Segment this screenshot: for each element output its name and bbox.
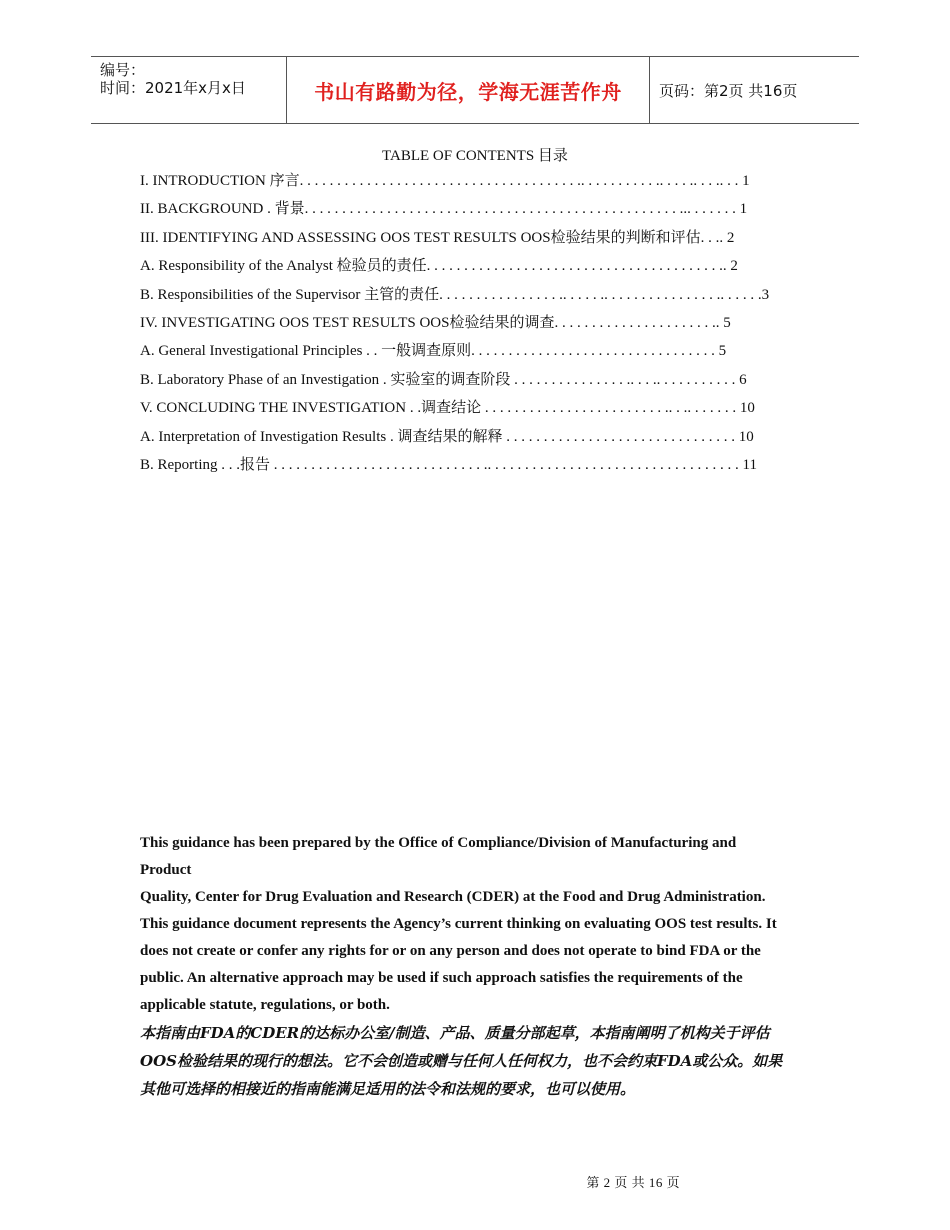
document-time-label: 时间：2021年x月x日 (100, 79, 246, 97)
table-of-contents (140, 170, 820, 482)
page-footer (0, 1156, 950, 1191)
toc-entry[interactable]: A. Interpretation of Investigation Results . 调查结果的解释 . . . . . . . . . . . . . . . . . . . . . . . . . . . . . . . 10 (140, 428, 754, 445)
footer-page-number: 第 2 页 共 16 页 (586, 1175, 681, 1190)
document-number-label: 编号： (100, 61, 146, 79)
toc-entry[interactable]: A. Responsibility of the Analyst 检验员的责任. . . . . . . . . . . . . . . . . . . . . . . . . . . . . . . . . . . . . . . .. 2 (140, 258, 738, 275)
guidance-chinese-line: OOS检验结果的现行的想法。它不会创造或赠与任何人任何权力，也不会约束FDA或公众。如果 (140, 1052, 783, 1070)
header-motto-cell (287, 57, 650, 123)
guidance-chinese-line: 本指南由FDA的CDER的达标办公室/制造、产品、质量分部起草，本指南阐明了机构关于评估 (140, 1024, 770, 1042)
guidance-english-line: public. An alternative approach may be used if such approach satisfies the requirements of the (140, 970, 743, 986)
guidance-english-line: applicable statute, regulations, or both. (140, 997, 390, 1013)
guidance-english-line: does not create or confer any rights for or on any person and does not operate to bind FDA or the (140, 943, 761, 959)
toc-title: TABLE OF CONTENTS 目录 (382, 148, 568, 164)
guidance-english-line: This guidance document represents the Agency’s current thinking on evaluating OOS test results. It (140, 916, 777, 932)
page-header (91, 56, 859, 124)
toc-entry[interactable]: II. BACKGROUND . 背景. . . . . . . . . . . . . . . . . . . . . . . . . . . . . . . . . . . . . . . . . . . . . . . . . . ... . . . . . . 1 (140, 201, 748, 218)
header-page-code: 页码：第2页 共16页 (659, 81, 798, 100)
toc-entry[interactable]: B. Reporting . . .报告 . . . . . . . . . . . . . . . . . . . . . . . . . . . . .. . . . . . . . . . . . . . . . . . . . . . . . . . . . . . . . . . 11 (140, 456, 757, 473)
header-page-cell (650, 57, 859, 123)
guidance-english-line: Product (140, 862, 192, 878)
header-motto: 书山有路勤为径，学海无涯苦作舟 (314, 79, 622, 104)
header-meta-cell (91, 57, 287, 123)
toc-entry[interactable]: V. CONCLUDING THE INVESTIGATION . .调查结论 . . . . . . . . . . . . . . . . . . . . . . . . .. . .. . . . . . . 10 (140, 400, 755, 417)
guidance-chinese-line: 其他可选择的相接近的指南能满足适用的法令和法规的要求，也可以使用。 (140, 1080, 636, 1098)
toc-entry[interactable]: III. IDENTIFYING AND ASSESSING OOS TEST RESULTS OOS检验结果的判断和评估. . .. 2 (140, 229, 735, 246)
toc-entry[interactable]: IV. INVESTIGATING OOS TEST RESULTS OOS检验结果的调查. . . . . . . . . . . . . . . . . . . . . .. 5 (140, 314, 731, 331)
guidance-statement (140, 830, 810, 1103)
toc-entry[interactable]: B. Responsibilities of the Supervisor 主管的责任. . . . . . . . . . . . . . . . .. . . . . .. . . . . . . . . . . . . . . .. . . . . .3 (140, 286, 770, 303)
toc-entry[interactable]: B. Laboratory Phase of an Investigation . 实验室的调查阶段 . . . . . . . . . . . . . . . .. . . .. . . . . . . . . . . 6 (140, 371, 747, 388)
toc-entry[interactable]: A. General Investigational Principles . . 一般调查原则. . . . . . . . . . . . . . . . . . . . . . . . . . . . . . . . . 5 (140, 343, 727, 360)
guidance-english-line: This guidance has been prepared by the Office of Compliance/Division of Manufacturing and (140, 835, 737, 851)
toc-entry[interactable]: I. INTRODUCTION 序言. . . . . . . . . . . . . . . . . . . . . . . . . . . . . . . . . . . . . .. . . . . . . . . . .. . . . .. . . .. . . 1 (140, 173, 750, 189)
guidance-english-line: Quality, Center for Drug Evaluation and Research (CDER) at the Food and Drug Administration. (140, 889, 766, 905)
